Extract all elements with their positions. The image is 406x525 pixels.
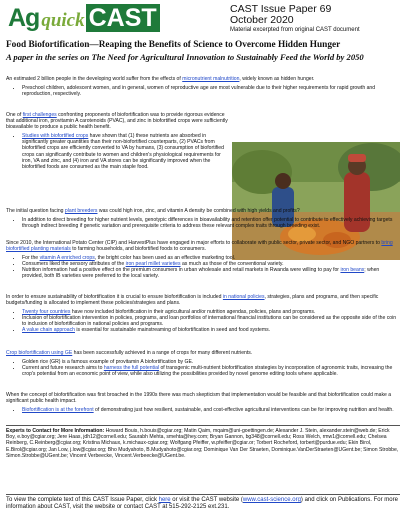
cip-section [6, 240, 400, 283]
trials-paragraph: One of first challenges confronting proponents of biofortification was to provide rigorous evidence that additional iron, provitamin A carotenoids (PVAC), and zinc in biofortified crops were sufficiently bioavailable to produce a public health benefit. [6, 112, 228, 131]
experts-list: Howard Bouis, h.bouis@cgiar.org; Matin Qaim, mqaim@uni-goettingen.de; Alexander J. Stein, alexander.stein@web.de; Erick Boy, e.boy@cgiar.org; Jere Haas, jdh12@cornell.edu; Saurabh Mehta, smehta@hey.com; Bryan Gannon, bg348@cornell.edu; Ross Welch, rmw1@cornell.edu; Chelsea Reinberg, C.Reinberg@cgiar.org; Kristina Michaux, k.michaux-cgiar.org; Wolfgang Pfeiffer, w.pfeiffer@cgiar.or; Torbert Rocheford, torbert@purdue.edu; Ekin Birol, E.Birol@cgiar.org; Jan Low, j.low@cgiar.org; Bho Mudyahoto, B.Mudyahoto@cgiar.org; Dominique Van Der Straeten, Dominique.VanDerStraeten@UGent.be; Simon Strobbe, Simon.Strobbe@UGent.be; Vincent Verbeecke, Vincent.Verbeecke@UGent.be. [6, 428, 399, 459]
crop-ge-link[interactable]: Crop biofortification using GE [6, 350, 73, 356]
full-potential-link[interactable]: harness the full potential [103, 365, 160, 372]
cip-bullet-2: • Consumers liked the sensory attributes of the iron pearl millet varieties as much as those of the conventional variety. [22, 261, 400, 267]
vitamin-a-crops-link[interactable]: vitamin A enriched crops [39, 255, 95, 262]
trials-bullet: • Studies with biofortified crops have shown that (1) these nutrients are absorbed in significantly greater quantities than their non-biofortified counterparts, (2) PVACs from biofortified crops are efficiently converted to VA by humans, (3) consumption of biofortified crops can significantly contribute to women and children's physiological requirements for iron, VA and zinc, and (4) iron and VA stores can be significantly improved when the biofortified foods are consumed as the main staple food. [22, 133, 228, 170]
policy-paragraph: In order to ensure sustainability of biofortification it is crucial to ensure biofortification is included in national policies, strategies, plans and programs, and then specific budgets/funding is allocated to implement these policies/strategies and plans. [6, 294, 379, 307]
ge-bullet-1: • Golden rice (GR) is a famous example of provitamin A biofortification by GE. [22, 359, 400, 365]
policy-bullet-3: • A value chain approach is essential for sustainable mainstreaming of biofortification in seed and food systems. [22, 327, 400, 333]
first-challenges-link[interactable]: first challenges [22, 112, 57, 118]
logo-ag: Ag [8, 4, 40, 32]
conclusion-section [6, 392, 400, 416]
conclusion-bullet: • Biofortification is at the forefront of demonstrating just how resilient, sustainable, and cost-effective agricultural interventions can be for improving nutrition and health. [22, 407, 400, 413]
breeders-paragraph: The initial question facing plant breeders was could high iron, zinc, and vitamin A density be combined with high yields and profits? [6, 208, 300, 214]
paper-subtitle: A paper in the series on The Need for Agricultural Innovation to Sustainably Feed the World by 2050 [6, 52, 364, 62]
here-link[interactable]: here [158, 497, 171, 503]
forefront-link[interactable]: Biofortification is at the forefront [22, 407, 94, 414]
national-policies-link[interactable]: in national policies [222, 294, 265, 300]
cast-website-link[interactable]: www.cast-science.org [242, 497, 301, 503]
experts-label: Experts to Contact for More Information: [6, 428, 105, 434]
breeders-bullet: • In addition to direct breeding for higher nutrient levels, genotypic differences in bioavailability and retention offer potential to contribute to effectively achieving targets through indirect breeding if genetic variation and prerequisite criteria to address these relevant complex traits through breeding exist. [22, 217, 400, 229]
logo-quick: quick [41, 10, 85, 31]
plant-breeders-link[interactable]: plant breeders [64, 208, 98, 214]
policy-bullet-1: • Twenty four countries have now included biofortification in their agricultural and/or nutrition agendas, policies, plans and programs. [22, 309, 400, 315]
ge-section [6, 350, 400, 380]
intro-section [6, 76, 400, 100]
footer: To view the complete text of this CAST Issue Paper, click here or visit the CAST website (www.cast-science.org) and click on Publications. For more information about CAST, visit the website or contact CAST at 515-292-2125 ext.231. [6, 497, 398, 510]
cip-bullet-1: • For the vitamin A enriched crops, the bright color has been used as an effective marketing tool. [22, 255, 400, 261]
breeders-section [6, 208, 400, 232]
issue-number: CAST Issue Paper 69 [230, 3, 332, 15]
cip-bullet-3: • Nutrition information had a positive effect on the premium consumers in urban wholesale and retail markets in Rwanda were willing to pay for iron beans; when provided, both IB varieties were preferred to the local variety. [22, 267, 400, 279]
studies-link[interactable]: Studies with biofortified crops [22, 133, 89, 140]
planting-materials-link[interactable]: bring biofortified planting materials [6, 240, 393, 253]
ge-paragraph: Crop biofortification using GE has been successfully achieved in a range of crops for many different nutrients. [6, 350, 253, 356]
experts-divider [6, 425, 400, 426]
intro-bullet: • Preschool children, adolescent women, and in general, women of reproductive age are most vulnerable due to their higher requirements for rapid growth and reproduction, respectively. [22, 85, 400, 97]
intro-paragraph: An estimated 2 billion people in the developing world suffer from the effects of micronutrient malnutrition, widely known as hidden hunger. [6, 76, 315, 82]
value-chain-link[interactable]: A value chain approach [22, 327, 75, 334]
experts-section [6, 428, 400, 459]
agquick-cast-logo [8, 4, 160, 36]
iron-millet-link[interactable]: iron pearl millet varieties [125, 261, 181, 268]
ge-bullet-2: • Current and future research aims to harness the full potential of transgenic multi-nutrient biofortification strategies by incorporation of agronomic traits, increasing the crop's potential from an economic point of view, while also utilizing the possibilities provided by novel genome editing tools where applicable. [22, 365, 400, 377]
policy-section [6, 294, 400, 337]
footer-divider [6, 494, 400, 495]
header [6, 4, 400, 38]
conclusion-paragraph: When the concept of biofortification was first broached in the 1990s there was much skepticism that implementation would be feasible and that biofortification could make a significant public health impact. [6, 392, 392, 405]
micronutrient-link[interactable]: micronutrient malnutrition [182, 76, 240, 82]
iron-beans-link[interactable]: iron beans [340, 267, 365, 274]
trials-section [6, 112, 228, 173]
logo-cast: CAST [86, 4, 160, 32]
paper-title: Food Biofortification—Reaping the Benefits of Science to Overcome Hidden Hunger [6, 40, 341, 50]
policy-bullet-2: • Inclusion of biofortification intervention in policies, programs, and loan portfolios of international financial institutions can be considered as the opposite side of the coin to inclusion of biofortification in national policies and programs. [22, 315, 400, 327]
issue-note: Material excerpted from original CAST document [230, 27, 360, 33]
issue-info [230, 4, 402, 34]
cip-paragraph: Since 2010, the International Potato Center (CIP) and HarvestPlus have engaged in major efforts to collaborate with public sector, private sector, and NGO partners to bring biofortified planting materials to farming households, and biofortified foods to consumers. [6, 240, 393, 253]
twenty-four-countries-link[interactable]: Twenty four countries [22, 309, 71, 316]
issue-date: October 2020 [230, 14, 294, 26]
